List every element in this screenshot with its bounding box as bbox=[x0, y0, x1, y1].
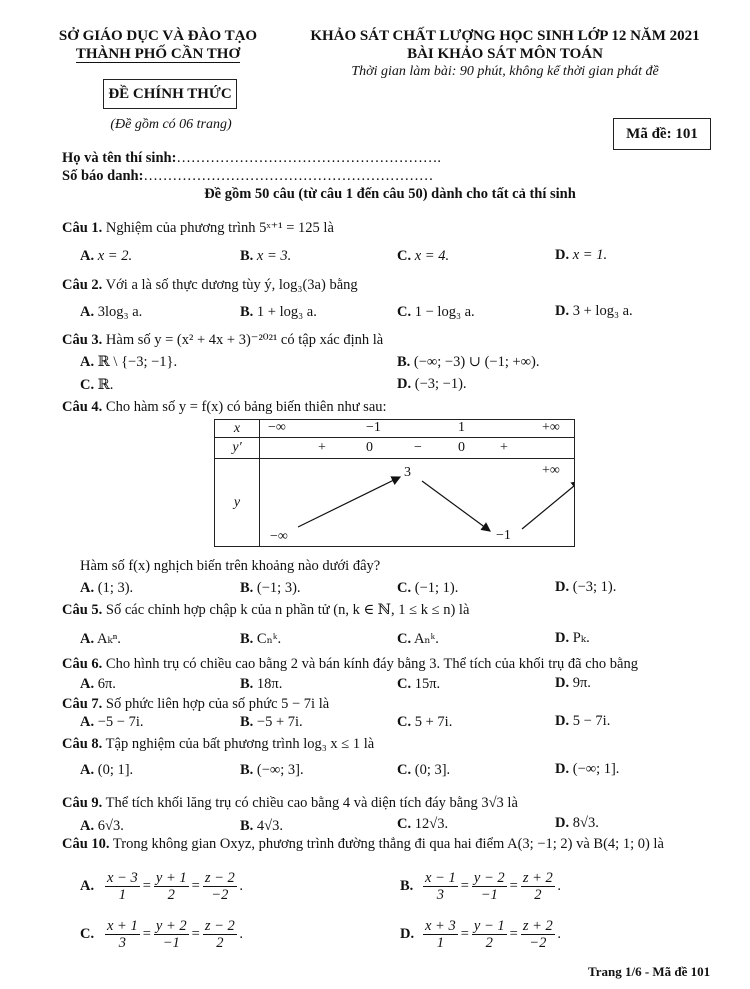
question-1 bbox=[62, 220, 334, 237]
q7-option-d[interactable]: D. 5 − 7i. bbox=[555, 713, 611, 729]
page-footer: Trang 1/6 - Mã đề 101 bbox=[588, 964, 711, 979]
q5-option-b[interactable]: B. Cₙᵏ. bbox=[240, 631, 282, 647]
q6-option-b[interactable]: B. 18π. bbox=[240, 676, 283, 692]
question-4-prompt: Hàm số f(x) nghịch biến trên khoảng nào dưới đây? bbox=[80, 558, 381, 574]
x-value: −∞ bbox=[268, 420, 286, 435]
question-6: Câu 6. Cho hình trụ có chiều cao bằng 2 và bán kính đáy bằng 3. Thể tích của khối trụ đã cho bằng bbox=[62, 656, 638, 672]
fraction: $\frac{x - 3}{1}$ bbox=[107, 870, 138, 903]
y-start-value: −∞ bbox=[270, 529, 288, 544]
fraction: $\frac{z + 2}{2}$ bbox=[522, 870, 553, 903]
q9-option-c[interactable]: C. 12√3. bbox=[397, 816, 449, 832]
fraction: $\frac{y - 2}{-1}$ bbox=[473, 870, 505, 903]
q3-option-d[interactable]: D. (−3; −1). bbox=[397, 376, 467, 392]
dy-values-cell bbox=[260, 438, 575, 459]
dy-sign: + bbox=[500, 440, 508, 455]
x-value: +∞ bbox=[542, 420, 560, 435]
q8-option-a[interactable]: A. (0; 1]. bbox=[80, 762, 134, 778]
x-value: −1 bbox=[366, 420, 381, 435]
fraction: $\frac{y + 2}{-1}$ bbox=[155, 918, 187, 951]
city-name bbox=[58, 46, 258, 63]
x-values-cell bbox=[260, 420, 575, 438]
y-min-value: −1 bbox=[496, 528, 511, 543]
question-text: Nghiệm của phương trình 5ˣ⁺¹ = 125 là bbox=[105, 220, 334, 236]
fraction: $\frac{z - 2}{2}$ bbox=[204, 918, 235, 951]
q2-option-a[interactable]: A. 3log₃ a. bbox=[80, 304, 143, 320]
y-values-cell bbox=[260, 459, 575, 547]
x-value: 1 bbox=[458, 420, 465, 435]
dy-sign: − bbox=[414, 440, 422, 455]
q1-option-b[interactable]: B. x = 3. bbox=[240, 248, 292, 264]
decreasing-arrow bbox=[422, 481, 490, 531]
question-9: Câu 9. Thể tích khối lăng trụ có chiều cao bằng 4 và diện tích đáy bằng 3√3 là bbox=[62, 795, 518, 811]
q8-option-b[interactable]: B. (−∞; 3]. bbox=[240, 762, 304, 778]
q9-option-b[interactable]: B. 4√3. bbox=[240, 818, 284, 834]
question-2: Câu 2. Với a là số thực dương tùy ý, log₃(3a) bằng bbox=[62, 277, 358, 293]
student-name-label: Họ và tên thí sinh: bbox=[62, 150, 177, 166]
fraction: $\frac{x + 3}{1}$ bbox=[425, 918, 456, 951]
increasing-arrow bbox=[298, 477, 400, 527]
fraction: $\frac{y - 1}{2}$ bbox=[473, 918, 505, 951]
q6-option-a[interactable]: A. 6π. bbox=[80, 676, 116, 692]
question-5: Câu 5. Số các chỉnh hợp chập k của n phần tử (n, k ∈ ℕ, 1 ≤ k ≤ n) là bbox=[62, 602, 470, 618]
q8-option-d[interactable]: D. (−∞; 1]. bbox=[555, 761, 620, 777]
official-label: ĐỀ CHÍNH THỨC bbox=[103, 79, 237, 109]
q1-option-a[interactable]: A. x = 2. bbox=[80, 248, 133, 264]
variation-arrows bbox=[260, 459, 574, 547]
q7-option-c[interactable]: C. 5 + 7i. bbox=[397, 714, 453, 730]
time-note: Thời gian làm bài: 90 phút, không kể thời gian phát đề bbox=[351, 64, 659, 79]
q8-option-c[interactable]: C. (0; 3]. bbox=[397, 762, 451, 778]
student-name-field bbox=[62, 150, 441, 167]
dy-zero: 0 bbox=[458, 440, 465, 455]
q3-option-a[interactable]: A. ℝ \ {−3; −1}. bbox=[80, 354, 178, 370]
y-max-value: 3 bbox=[404, 465, 411, 480]
row-dy-label: y′ bbox=[215, 438, 260, 459]
q6-option-c[interactable]: C. 15π. bbox=[397, 676, 441, 692]
exam-code: Mã đề: 101 bbox=[613, 118, 711, 150]
variation-table bbox=[214, 419, 575, 547]
q6-option-d[interactable]: D. 9π. bbox=[555, 675, 591, 691]
q4-option-b[interactable]: B. (−1; 3). bbox=[240, 580, 301, 596]
question-10: Câu 10. Trong không gian Oxyz, phương trình đường thẳng đi qua hai điểm A(3; −1; 2) và B(4; 1; 0) là bbox=[62, 836, 664, 852]
q5-option-d[interactable]: D. Pₖ. bbox=[555, 630, 590, 646]
student-id-field bbox=[62, 168, 433, 185]
q10-fraction: $\frac{x + 1}{3}$ = $\frac{y + 2}{-1}$ = $\frac{z - 2}{2}$ . bbox=[107, 918, 244, 951]
q10-fraction: $\frac{x + 3}{1}$ = $\frac{y - 1}{2}$ = $\frac{z + 2}{-2}$ . bbox=[425, 918, 562, 951]
q10-fraction: $\frac{x - 1}{3}$ = $\frac{y - 2}{-1}$ = $\frac{z + 2}{2}$ . bbox=[425, 870, 562, 903]
q4-option-c[interactable]: C. (−1; 1). bbox=[397, 580, 459, 596]
q7-option-a[interactable]: A. −5 − 7i. bbox=[80, 714, 144, 730]
increasing-arrow bbox=[522, 481, 574, 529]
student-id-label: Số báo danh: bbox=[62, 168, 144, 184]
dy-zero: 0 bbox=[366, 440, 373, 455]
question-4: Câu 4. Cho hàm số y = f(x) có bảng biến thiên như sau: bbox=[62, 399, 387, 415]
q4-option-d[interactable]: D. (−3; 1). bbox=[555, 579, 617, 595]
q9-option-d[interactable]: D. 8√3. bbox=[555, 815, 599, 831]
q2-option-c[interactable]: C. 1 − log₃ a. bbox=[397, 304, 475, 320]
fraction: $\frac{z - 2}{-2}$ bbox=[204, 870, 235, 903]
q3-option-b[interactable]: B. (−∞; −3) ∪ (−1; +∞). bbox=[397, 354, 540, 370]
q4-option-a[interactable]: A. (1; 3). bbox=[80, 580, 134, 596]
exam-subject: BÀI KHẢO SÁT MÔN TOÁN bbox=[407, 46, 603, 62]
student-name-dots: ………………………………………………. bbox=[176, 150, 442, 166]
question-label: Câu 1. bbox=[62, 220, 103, 236]
intro-line: Đề gồm 50 câu (từ câu 1 đến câu 50) dành cho tất cả thí sinh bbox=[204, 186, 576, 202]
q2-option-b[interactable]: B. 1 + log₃ a. bbox=[240, 304, 317, 320]
q1-option-d[interactable]: D. x = 1. bbox=[555, 247, 608, 263]
student-id-dots: …………………………………………………… bbox=[143, 168, 434, 184]
row-x-label: x bbox=[215, 420, 260, 438]
city-name-text: THÀNH PHỐ CẦN THƠ bbox=[75, 46, 241, 62]
q7-option-b[interactable]: B. −5 + 7i. bbox=[240, 714, 303, 730]
dy-sign: + bbox=[318, 440, 326, 455]
department-name: SỞ GIÁO DỤC VÀ ĐÀO TẠO bbox=[58, 28, 258, 44]
row-y-label: y bbox=[215, 459, 260, 547]
fraction: $\frac{y + 1}{2}$ bbox=[155, 870, 187, 903]
q9-option-a[interactable]: A. 6√3. bbox=[80, 818, 124, 834]
question-7: Câu 7. Số phức liên hợp của số phức 5 − 7i là bbox=[62, 696, 330, 712]
q5-option-a[interactable]: A. Aₖⁿ. bbox=[80, 631, 121, 647]
fraction: $\frac{x - 1}{3}$ bbox=[425, 870, 456, 903]
fraction: $\frac{z + 2}{-2}$ bbox=[522, 918, 553, 951]
question-3: Câu 3. Hàm số y = (x² + 4x + 3)⁻²⁰²¹ có tập xác định là bbox=[62, 332, 384, 348]
q3-option-c[interactable]: C. ℝ. bbox=[80, 377, 114, 393]
exam-title: KHẢO SÁT CHẤT LƯỢNG HỌC SINH LỚP 12 NĂM 2021 bbox=[310, 28, 700, 44]
q1-option-c[interactable]: C. x = 4. bbox=[397, 248, 450, 264]
q2-option-d[interactable]: D. 3 + log₃ a. bbox=[555, 303, 633, 319]
pages-note: (Đề gồm có 06 trang) bbox=[110, 117, 232, 132]
fraction: $\frac{x + 1}{3}$ bbox=[107, 918, 138, 951]
y-end-value: +∞ bbox=[542, 463, 560, 478]
q5-option-c[interactable]: C. Aₙᵏ. bbox=[397, 631, 439, 647]
question-8: Câu 8. Tập nghiệm của bất phương trình log₃ x ≤ 1 là bbox=[62, 736, 375, 752]
q10-fraction: $\frac{x - 3}{1}$ = $\frac{y + 1}{2}$ = $\frac{z - 2}{-2}$ . bbox=[107, 870, 244, 903]
